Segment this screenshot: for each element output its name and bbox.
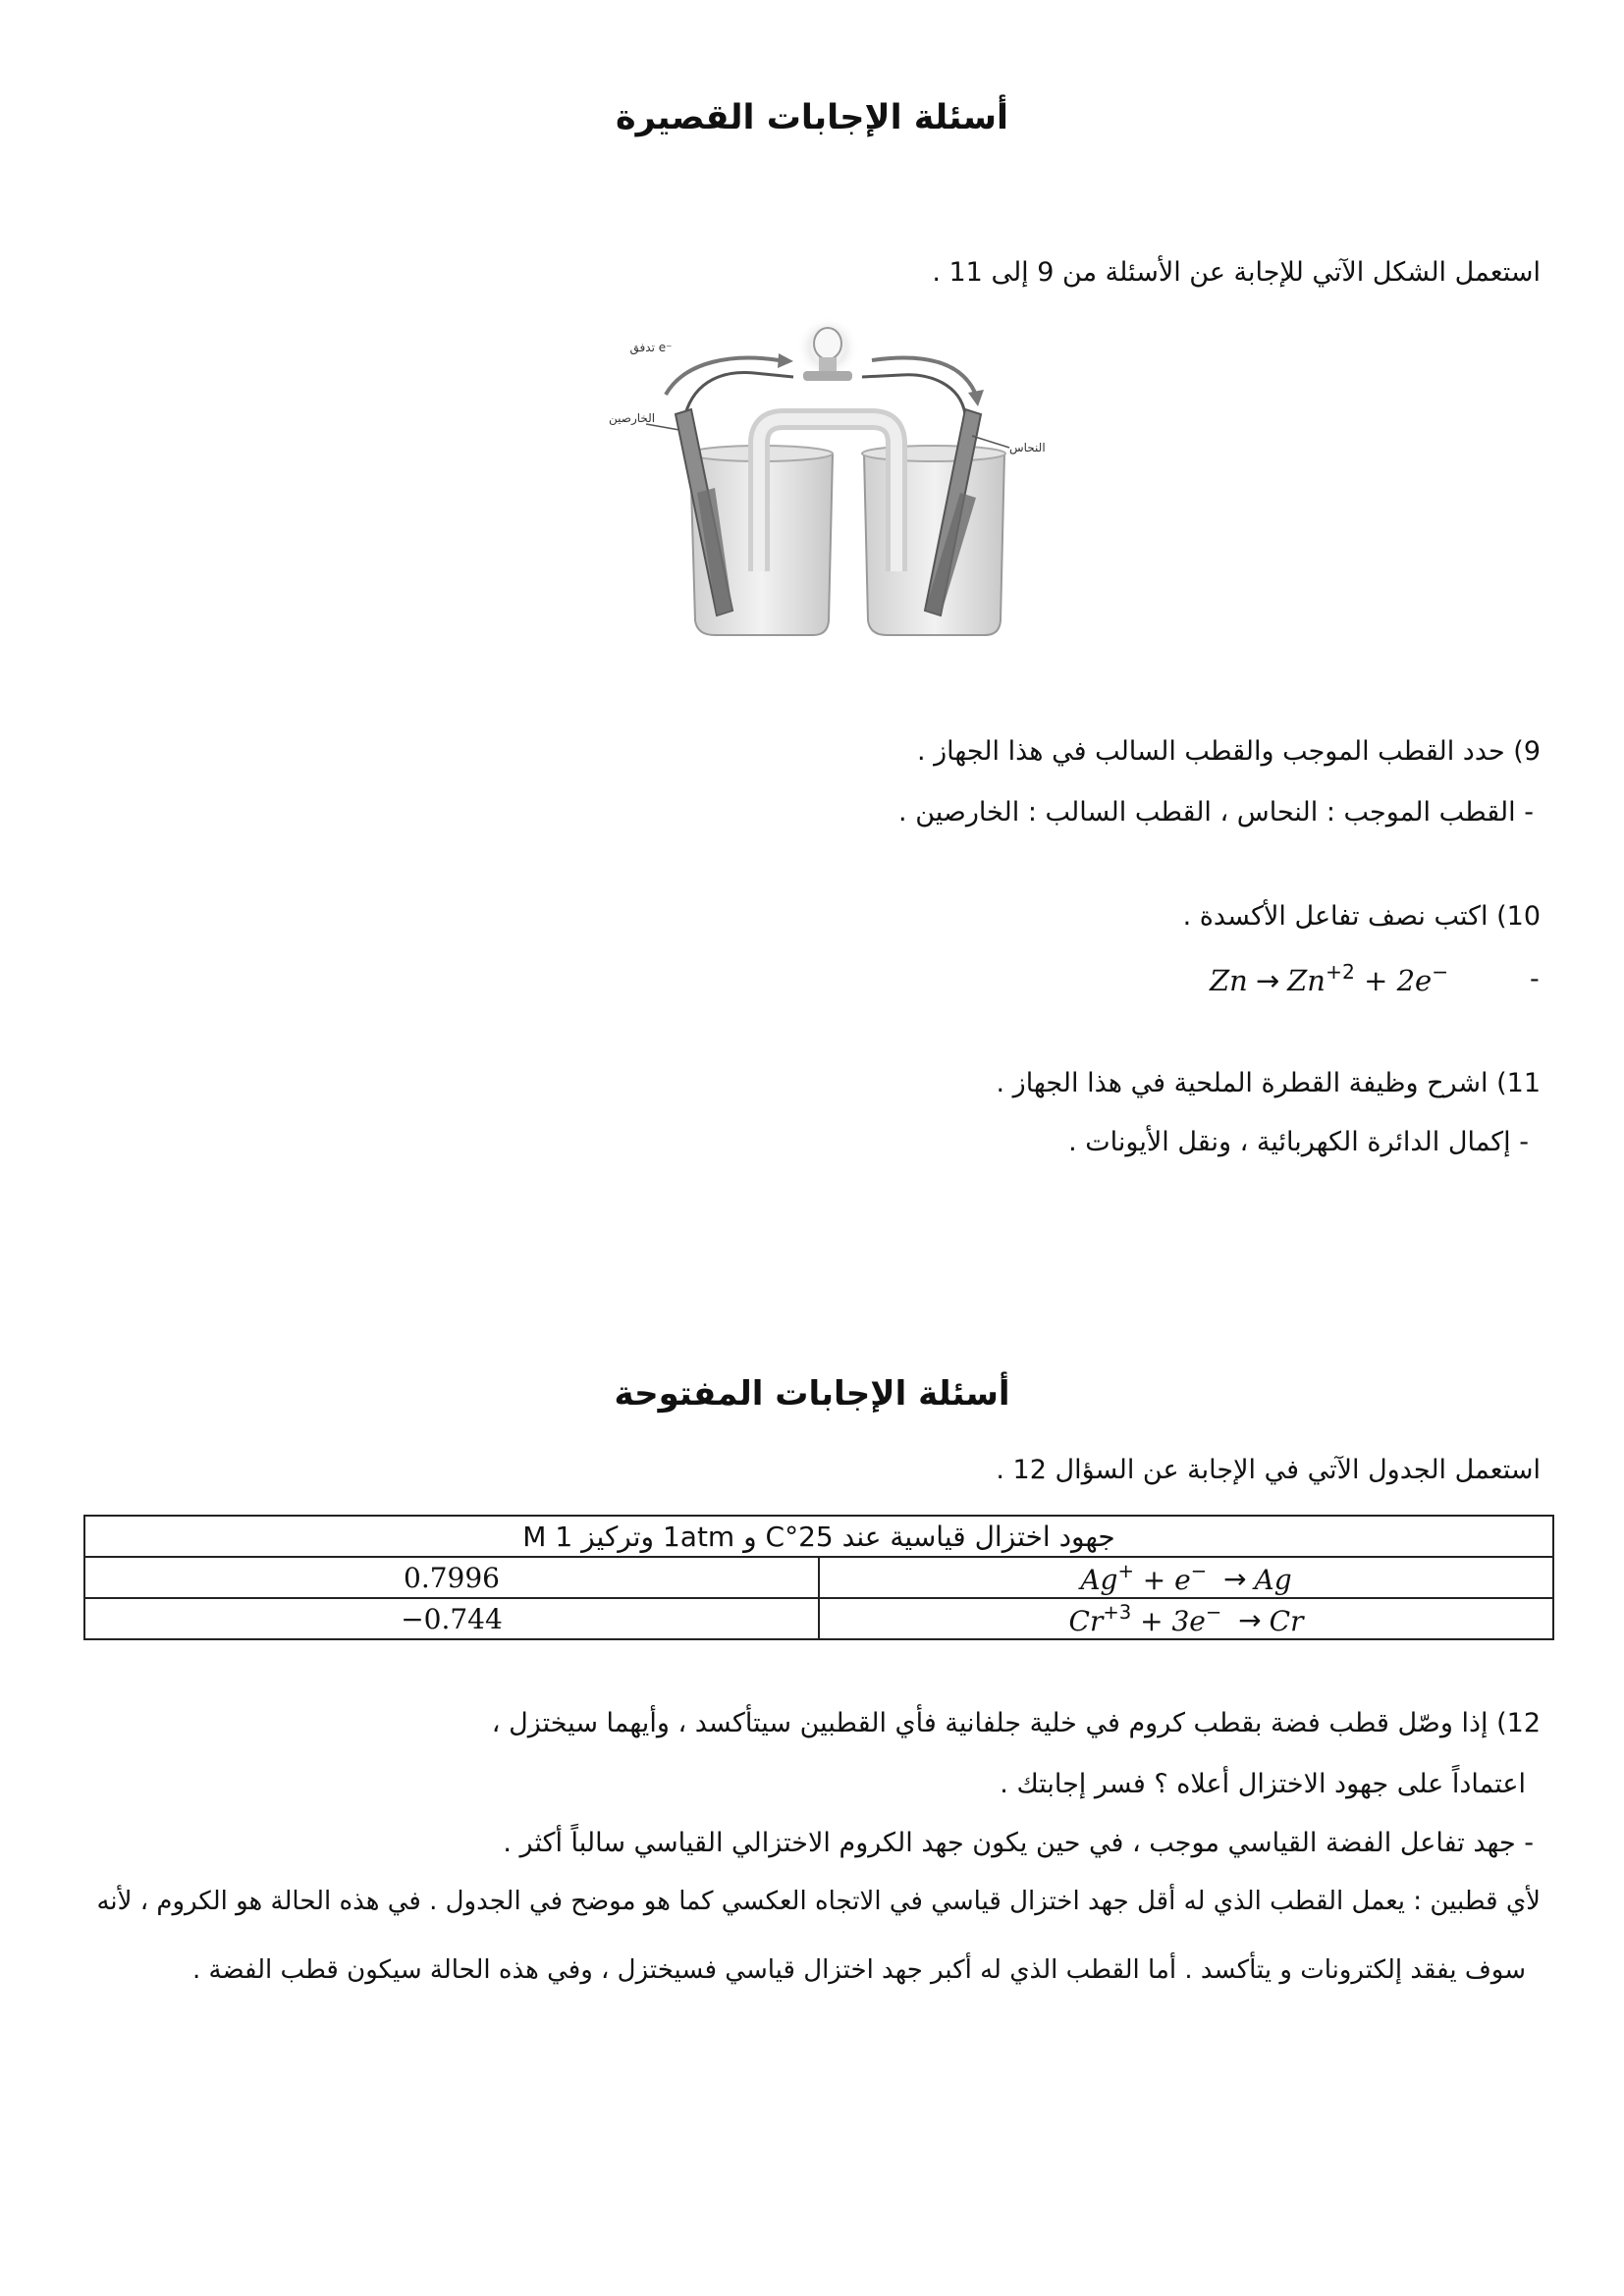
q12-answer-line1: - جهد تفاعل الفضة القياسي موجب ، في حين يكون جهد الكروم الاختزالي القياسي سالباً أكثر .: [503, 1828, 1534, 1858]
eq-rhs: + 2e: [1364, 964, 1433, 998]
q11-answer: - إكمال الدائرة الكهربائية ، ونقل الأيونات .: [1068, 1127, 1529, 1157]
eq-lhs: Zn: [1210, 964, 1248, 998]
q12-answer-line2: لأي قطبين : يعمل القطب الذي له أقل جهد اختزال قياسي في الاتجاه العكسي كما هو موضح في الجدول . في هذه الحالة هو الكروم ، لأنه: [96, 1887, 1541, 1916]
ag-charge: +: [1117, 1559, 1134, 1582]
cr-electron-charge: −: [1205, 1600, 1222, 1624]
ag-electron: + e: [1142, 1563, 1191, 1596]
copper-label: النحاس: [1009, 441, 1046, 454]
q10-answer-equation: [1210, 960, 1534, 997]
q12-answer-line3: سوف يفقد إلكترونات و يتأكسد . أما القطب الذي له أكبر جهد اختزال قياسي فسيختزل ، وفي هذه الحالة سيكون قطب الفضة .: [191, 1955, 1526, 1985]
table-row: [84, 1557, 1553, 1598]
bulb-base: [819, 357, 837, 371]
table-row: [84, 1598, 1553, 1639]
value-cell-cr: −0.744: [84, 1598, 819, 1639]
cr-product: Cr: [1269, 1604, 1304, 1637]
eq-arrow: →: [1255, 964, 1280, 998]
ag-electron-charge: −: [1190, 1559, 1208, 1582]
left-wire: [685, 372, 793, 414]
eq-ion-charge: +2: [1325, 960, 1355, 984]
short-answer-title: أسئلة الإجابات القصيرة: [615, 98, 1008, 137]
reaction-cell-ag: [819, 1557, 1553, 1598]
zinc-label: الخارصين: [609, 411, 656, 425]
open-answer-title: أسئلة الإجابات المفتوحة: [614, 1374, 1010, 1414]
q12-prompt-line2: اعتماداً على جهود الاختزال أعلاه ؟ فسر إجابتك .: [1000, 1769, 1526, 1799]
copper-leader-line: [972, 436, 1009, 448]
q9-prompt: 9) حدد القطب الموجب والقطب السالب في هذا الجهاز .: [916, 736, 1541, 767]
table-intro: استعمل الجدول الآتي في الإجابة عن السؤال 12 .: [996, 1455, 1541, 1485]
figure-intro: استعمل الشكل الآتي للإجابة عن الأسئلة من 9 إلى 11 .: [932, 257, 1541, 288]
q11-prompt: 11) اشرح وظيفة القطرة الملحية في هذا الجهاز .: [996, 1068, 1541, 1098]
ag-product: Ag: [1254, 1563, 1292, 1596]
q10-prompt: 10) اكتب نصف تفاعل الأكسدة .: [1182, 901, 1541, 932]
ag-symbol: Ag: [1080, 1563, 1118, 1596]
q9-answer: - القطب الموجب : النحاس ، القطب السالب : الخارصين .: [898, 797, 1534, 828]
cr-charge: +3: [1103, 1600, 1132, 1624]
cr-arrow: →: [1238, 1604, 1262, 1637]
table-header-cell: جهود اختزال قياسية عند 25°C و 1atm وتركيز 1 M: [84, 1516, 1553, 1557]
galvanic-cell-figure: [607, 316, 1046, 640]
reduction-potentials-table: [83, 1515, 1554, 1640]
value-cell-ag: 0.7996: [84, 1557, 819, 1598]
right-wire: [862, 375, 965, 414]
eq-rhs-charge: −: [1432, 960, 1449, 984]
bulb-socket: [803, 371, 852, 381]
q12-prompt-line1: 12) إذا وصّل قطب فضة بقطب كروم في خلية جلفانية فأي القطبين سيتأكسد ، وأيهما سيختزل ،: [491, 1708, 1541, 1738]
cr-electron: + 3e: [1140, 1604, 1206, 1637]
electron-flow-arrowhead-right: [968, 390, 984, 406]
electron-flow-label: تدفق e⁻: [629, 341, 673, 354]
ag-arrow: →: [1223, 1563, 1247, 1596]
electron-flow-arrowhead-left: [778, 353, 793, 368]
eq-ion: Zn: [1287, 964, 1326, 998]
table-header-row: [84, 1516, 1553, 1557]
light-bulb-icon: [814, 328, 841, 359]
q10-answer-bullet: -: [1530, 964, 1540, 994]
cr-symbol: Cr: [1068, 1604, 1104, 1637]
reaction-cell-cr: [819, 1598, 1553, 1639]
